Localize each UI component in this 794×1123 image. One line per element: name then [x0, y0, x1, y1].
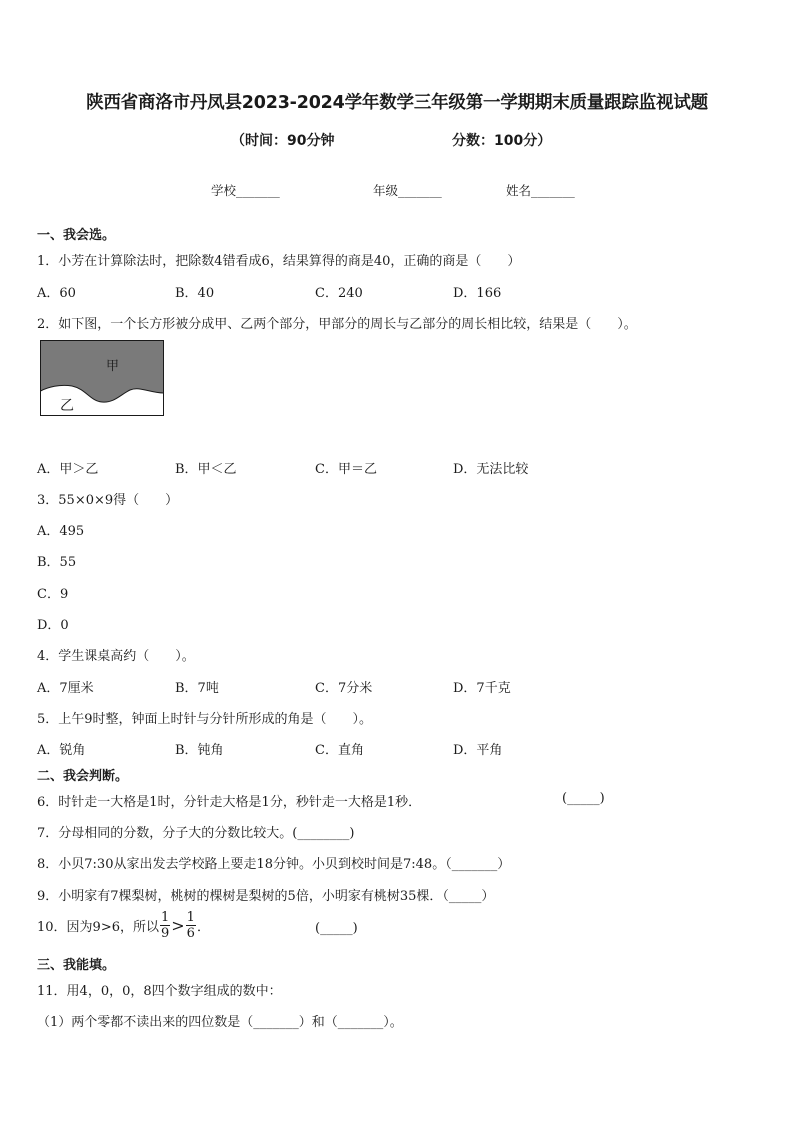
q3-option-a[interactable]: A．495 — [37, 524, 85, 539]
question-9: 9．小明家有7棵梨树，桃树的棵树是梨树的5倍，小明家有桃树35棵．（_____） — [37, 889, 495, 904]
q2-option-d[interactable]: D．无法比较 — [453, 462, 529, 477]
school-field[interactable]: 学校_______ — [211, 183, 280, 198]
q4-option-c[interactable]: C．7分米 — [315, 681, 373, 696]
label-yi: 乙 — [60, 398, 74, 414]
q1-option-b[interactable]: B．40 — [175, 286, 215, 301]
exam-time: （时间：90分钟 — [231, 133, 335, 149]
question-5: 5．上午9时整，钟面上时针与分针所形成的角是（ ）。 — [37, 712, 373, 727]
question-10 — [37, 910, 210, 941]
page-title: 陕西省商洛市丹凤县2023-2024学年数学三年级第一学期期末质量跟踪监视试题 — [86, 93, 708, 113]
q2-option-b[interactable]: B．甲＜乙 — [175, 462, 237, 477]
q1-option-d[interactable]: D．166 — [453, 286, 502, 301]
section-heading-choice: 一、我会选。 — [37, 228, 116, 243]
rectangle-figure-svg — [40, 340, 164, 416]
q10-answer-blank[interactable]: (_____) — [315, 921, 358, 936]
q3-option-b[interactable]: B．55 — [37, 555, 77, 570]
question-6: 6．时针走一大格是1时，分针走大格是1分，秒针走一大格是1秒． — [37, 795, 422, 810]
question-11-part-1: （1）两个零都不读出来的四位数是（_______）和（_______）。 — [37, 1015, 403, 1030]
question-4: 4．学生课桌高约（ ）。 — [37, 649, 195, 664]
exam-score: 分数：100分） — [452, 133, 552, 149]
q4-option-d[interactable]: D．7千克 — [453, 681, 511, 696]
q1-option-a[interactable]: A．60 — [37, 286, 76, 301]
q4-option-a[interactable]: A．7厘米 — [37, 681, 94, 696]
greater-than-sign: > — [171, 916, 185, 935]
grade-field[interactable]: 年级_______ — [373, 183, 442, 198]
fraction-1-denominator: 9 — [160, 926, 170, 941]
question-3: 3．55×0×9得（ ） — [37, 493, 179, 508]
q5-option-a[interactable]: A．锐角 — [37, 743, 86, 758]
q2-option-c[interactable]: C．甲＝乙 — [315, 462, 377, 477]
fraction-2-numerator: 1 — [186, 910, 195, 925]
fraction-one-ninth — [160, 910, 170, 941]
q10-suffix: ． — [196, 920, 210, 935]
question-11: 11．用4，0，0，8四个数字组成的数中： — [37, 984, 282, 999]
fraction-one-sixth — [186, 910, 196, 941]
q5-option-b[interactable]: B．钝角 — [175, 743, 224, 758]
q10-prefix: 10．因为9>6，所以 — [37, 920, 159, 935]
q4-option-b[interactable]: B．7吨 — [175, 681, 219, 696]
section-heading-judge: 二、我会判断。 — [37, 769, 129, 784]
q1-option-c[interactable]: C．240 — [315, 286, 363, 301]
q3-option-d[interactable]: D．0 — [37, 618, 69, 633]
fraction-2-denominator: 6 — [186, 926, 195, 941]
rectangle-figure — [40, 340, 164, 416]
name-field[interactable]: 姓名_______ — [506, 183, 575, 198]
section-heading-fill: 三、我能填。 — [37, 958, 116, 973]
question-7: 7．分母相同的分数，分子大的分数比较大。(________) — [37, 826, 355, 841]
q5-option-d[interactable]: D．平角 — [453, 743, 503, 758]
fraction-1-numerator: 1 — [160, 910, 170, 925]
q6-answer-blank[interactable]: (_____) — [562, 791, 605, 806]
question-1: 1．小芳在计算除法时，把除数4错看成6，结果算得的商是40，正确的商是（ ） — [37, 254, 521, 269]
label-jia: 甲 — [106, 359, 120, 374]
question-8: 8．小贝7:30从家出发去学校路上要走18分钟。小贝到校时间是7:48。（_______） — [37, 857, 511, 872]
q3-option-c[interactable]: C．9 — [37, 587, 69, 602]
q5-option-c[interactable]: C．直角 — [315, 743, 364, 758]
question-2: 2．如下图，一个长方形被分成甲、乙两个部分，甲部分的周长与乙部分的周长相比较，结果是（ ）。 — [37, 317, 637, 332]
q2-option-a[interactable]: A．甲＞乙 — [37, 462, 99, 477]
